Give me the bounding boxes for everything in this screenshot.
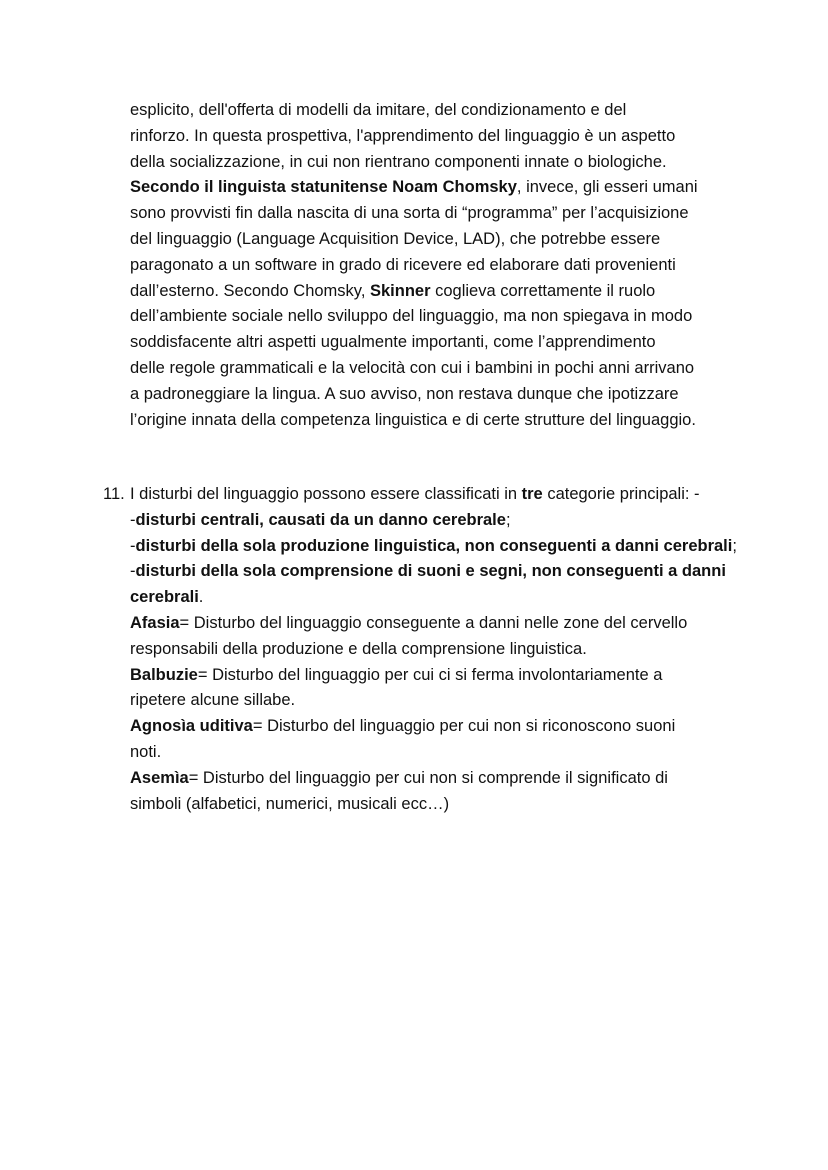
- text-run: ;: [732, 536, 737, 555]
- term-asemia: Asemìa: [130, 768, 189, 787]
- text-line: a padroneggiare la lingua. A suo avviso, non restava dunque che ipotizzare: [130, 384, 679, 403]
- definition-line: [130, 611, 770, 637]
- text-line: [130, 482, 770, 508]
- text-line: [130, 279, 770, 305]
- text-line: esplicito, dell'offerta di modelli da imitare, del condizionamento e del: [130, 101, 627, 119]
- text-line: del linguaggio (Language Acquisition Device, LAD), che potrebbe essere: [130, 229, 661, 248]
- category-line: [130, 534, 770, 560]
- definition-line: noti.: [130, 742, 162, 761]
- bold-phrase: disturbi della sola comprensione di suoni e segni, non conseguenti a danni: [135, 562, 726, 581]
- bold-phrase: Skinner: [369, 281, 431, 300]
- bold-phrase: tre: [521, 485, 543, 503]
- bold-phrase: disturbi della sola produzione linguistica, non conseguenti a danni cerebrali: [135, 536, 733, 555]
- definition-line: simboli (alfabetici, numerici, musicali ecc…): [130, 794, 450, 813]
- text-run: I disturbi del linguaggio possono essere classificati in: [130, 485, 522, 503]
- definition-line: [130, 663, 770, 689]
- text-run: .: [198, 588, 204, 607]
- text-line: l’origine innata della competenza linguistica e di certe strutture del linguaggio.: [130, 410, 696, 429]
- definition-line: [130, 714, 770, 740]
- dash: -: [130, 510, 136, 529]
- paragraph-chomsky: [130, 98, 770, 433]
- text-line: della socializzazione, in cui non rientrano componenti innate o biologiche.: [130, 152, 667, 171]
- definition-line: ripetere alcune sillabe.: [130, 691, 296, 710]
- dash: -: [130, 536, 136, 555]
- text-line: [130, 175, 770, 201]
- text-run: categorie principali: -: [542, 485, 700, 503]
- text-run: = Disturbo del linguaggio per cui non si riconoscono suoni: [252, 717, 676, 736]
- text-line: paragonato a un software in grado di ricevere ed elaborare dati provenienti: [130, 255, 676, 274]
- category-line: [130, 585, 770, 611]
- text-run: dall’esterno. Secondo Chomsky,: [130, 281, 370, 300]
- term-balbuzie: Balbuzie: [130, 665, 198, 684]
- list-number: 11.: [103, 485, 125, 503]
- dash: -: [130, 562, 136, 581]
- text-line: soddisfacente altri aspetti ugualmente importanti, come l’apprendimento: [130, 333, 656, 352]
- text-line: sono provvisti fin dalla nascita di una sorta di “programma” per l’acquisizione: [130, 204, 689, 223]
- text-run: = Disturbo del linguaggio per cui non si comprende il significato di: [188, 768, 668, 787]
- category-line: [130, 508, 770, 534]
- text-run: = Disturbo del linguaggio conseguente a danni nelle zone del cervello: [179, 613, 688, 632]
- text-run: coglieva correttamente il ruolo: [430, 281, 656, 300]
- definition-line: [130, 766, 770, 792]
- text-line: dell’ambiente sociale nello sviluppo del linguaggio, ma non spiegava in modo: [130, 307, 693, 326]
- text-run: , invece, gli esseri umani: [516, 178, 698, 197]
- list-item-11: [103, 482, 770, 817]
- bold-phrase: Secondo il linguista statunitense Noam Chomsky: [130, 178, 517, 197]
- text-run: ;: [505, 510, 511, 529]
- definition-line: responsabili della produzione e della comprensione linguistica.: [130, 639, 587, 658]
- bold-phrase: disturbi centrali, causati da un danno cerebrale: [135, 510, 506, 529]
- bold-phrase: cerebrali: [130, 588, 199, 607]
- text-line: delle regole grammaticali e la velocità con cui i bambini in pochi anni arrivano: [130, 358, 695, 377]
- term-agnosia: Agnosìa uditiva: [130, 717, 253, 736]
- text-line: rinforzo. In questa prospettiva, l'apprendimento del linguaggio è un aspetto: [130, 126, 676, 145]
- category-line: [130, 559, 770, 585]
- text-run: = Disturbo del linguaggio per cui ci si ferma involontariamente a: [197, 665, 663, 684]
- term-afasia: Afasia: [130, 613, 180, 632]
